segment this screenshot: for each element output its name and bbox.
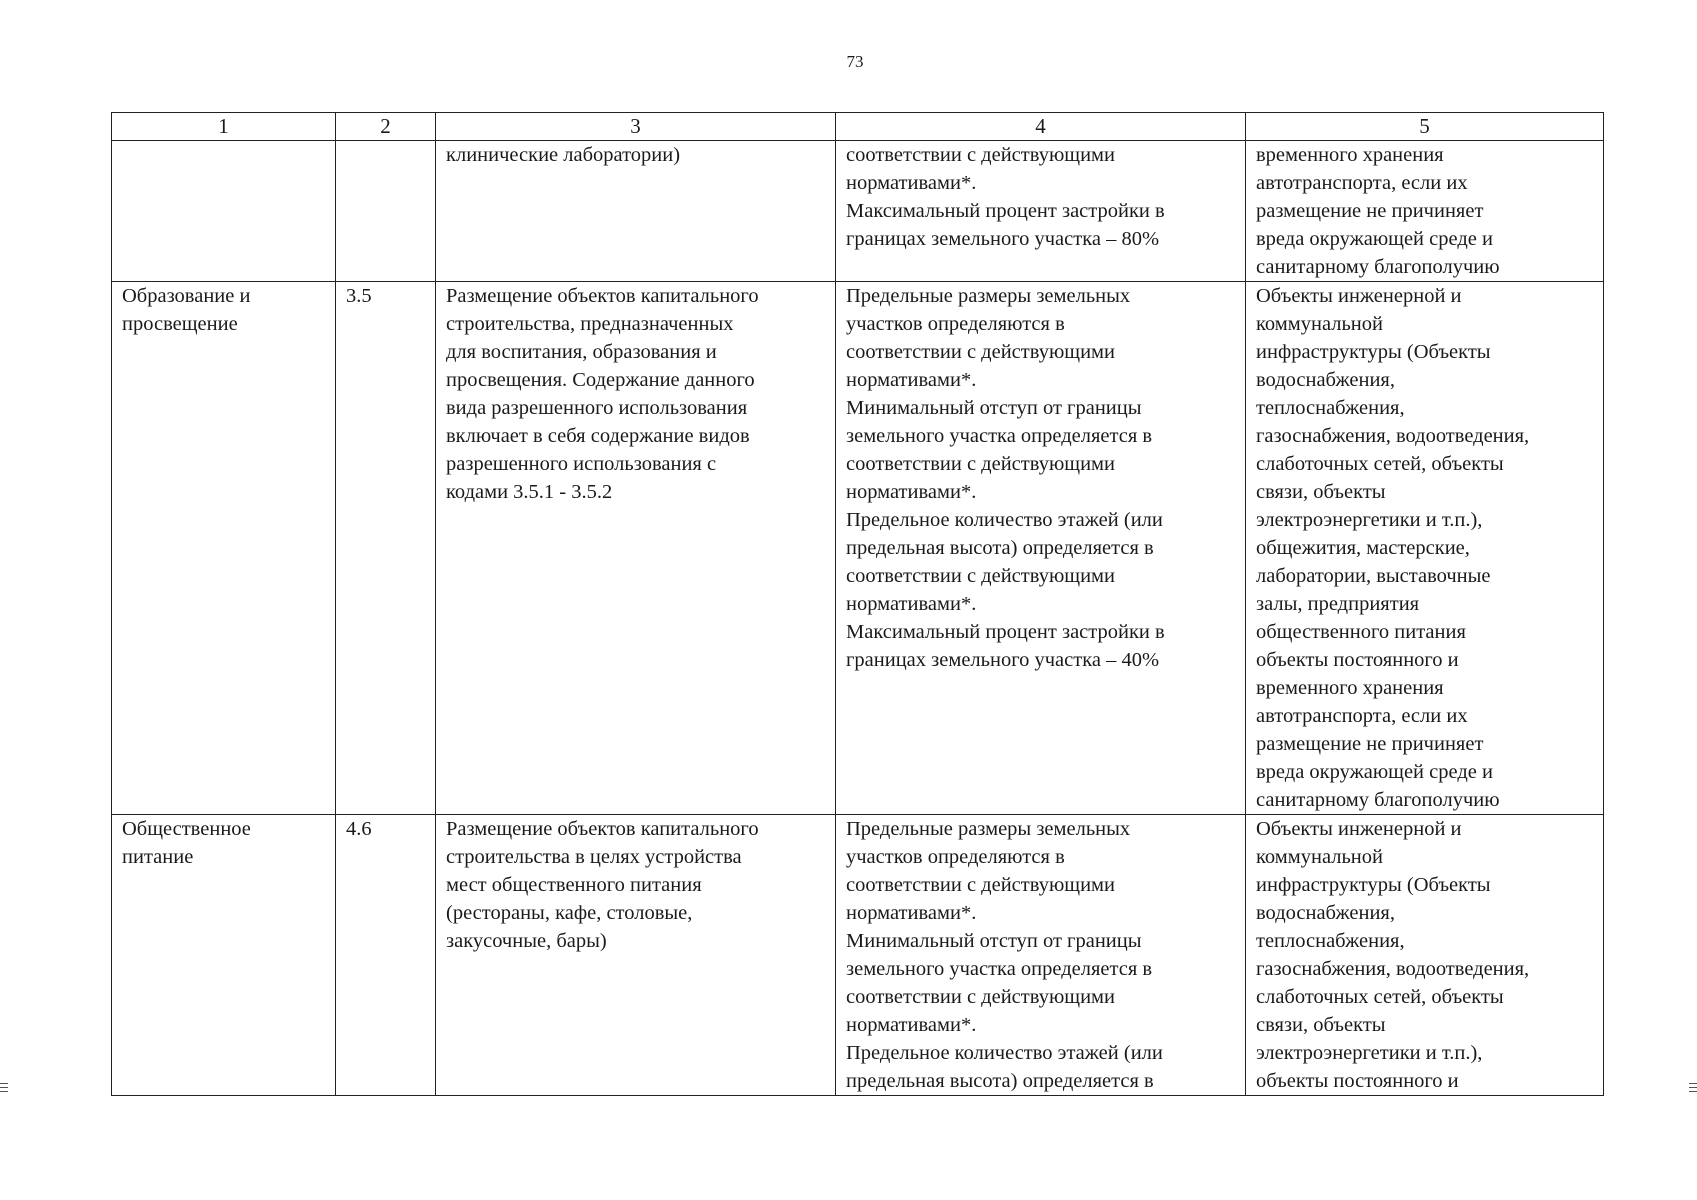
use-name-cell: Образование и просвещение: [112, 282, 336, 815]
use-code-cell: [336, 141, 436, 282]
scan-edge-mark: [0, 1083, 8, 1084]
use-params-cell: Предельные размеры земельных участков определяются в соответствии с действующими нормативами*. Минимальный отступ от границы земельного участка определяется в соответствии с действующими нормативами*. Предельное количество этажей (или предельная высота) определяется в соответствии с действующими нормативами*. Максимальный процент застройки в границах земельного участка – 40%: [836, 282, 1246, 815]
use-description-cell: Размещение объектов капитального строительства, предназначенных для воспитания, образования и просвещения. Содержание данного вида разрешенного использования включает в себя содержание видов разрешенного использования с кодами 3.5.1 - 3.5.2: [436, 282, 836, 815]
use-auxiliary-cell: временного хранения автотранспорта, если их размещение не причиняет вреда окружающей среде и санитарному благополучию: [1246, 141, 1604, 282]
use-auxiliary-cell: Объекты инженерной и коммунальной инфраструктуры (Объекты водоснабжения, теплоснабжения, газоснабжения, водоотведения, слаботочных сетей, объекты связи, объекты электроэнергетики и т.п.), общежития, мастерские, лаборатории, выставочные залы, предприятия общественного питания объекты постоянного и временного хранения автотранспорта, если их размещение не причиняет вреда окружающей среде и санитарному благополучию: [1246, 282, 1604, 815]
use-name-cell: [112, 141, 336, 282]
table-row: [112, 141, 1604, 282]
use-description-cell: Размещение объектов капитального строительства в целях устройства мест общественного питания (рестораны, кафе, столовые, закусочные, бары): [436, 815, 836, 1096]
header-cell-5: 5: [1246, 113, 1604, 141]
header-cell-4: 4: [836, 113, 1246, 141]
scan-edge-mark: [1689, 1083, 1697, 1084]
header-cell-1: 1: [112, 113, 336, 141]
use-code-cell: 3.5: [336, 282, 436, 815]
table-row: [112, 282, 1604, 815]
header-cell-3: 3: [436, 113, 836, 141]
scan-edge-mark: [1689, 1087, 1697, 1088]
header-cell-2: 2: [336, 113, 436, 141]
use-auxiliary-cell: Объекты инженерной и коммунальной инфраструктуры (Объекты водоснабжения, теплоснабжения, газоснабжения, водоотведения, слаботочных сетей, объекты связи, объекты электроэнергетики и т.п.), объекты постоянного и: [1246, 815, 1604, 1096]
scan-edge-mark: [0, 1087, 8, 1088]
scan-edge-mark: [0, 1091, 8, 1092]
use-name-cell: Общественное питание: [112, 815, 336, 1096]
table-header-row: [112, 113, 1604, 141]
scan-edge-mark: [1689, 1091, 1697, 1092]
use-params-cell: Предельные размеры земельных участков определяются в соответствии с действующими нормативами*. Минимальный отступ от границы земельного участка определяется в соответствии с действующими нормативами*. Предельное количество этажей (или предельная высота) определяется в: [836, 815, 1246, 1096]
table-row: [112, 815, 1604, 1096]
page-number: 73: [846, 52, 864, 71]
use-params-cell: соответствии с действующими нормативами*. Максимальный процент застройки в границах земельного участка – 80%: [836, 141, 1246, 282]
use-description-cell: клинические лаборатории): [436, 141, 836, 282]
land-use-table: [111, 112, 1604, 1096]
use-code-cell: 4.6: [336, 815, 436, 1096]
